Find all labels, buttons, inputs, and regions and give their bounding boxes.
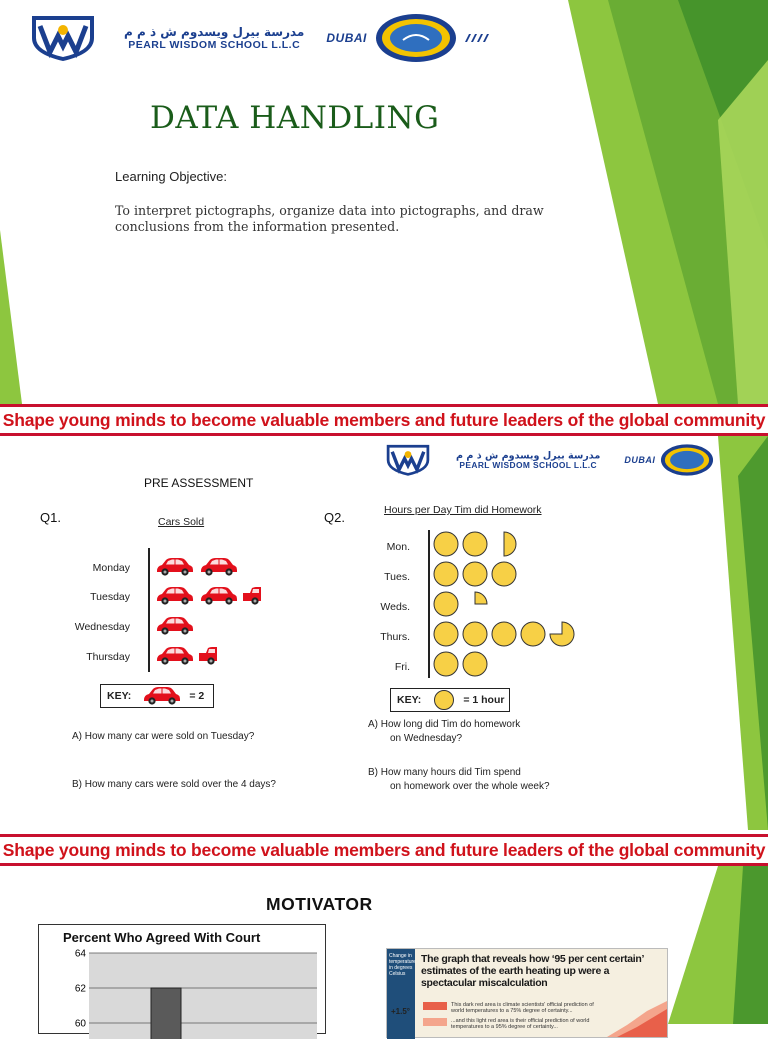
q2-coin-icons (432, 530, 592, 682)
car-icon (157, 647, 193, 665)
q2-pictograph (368, 500, 594, 712)
q1-axis (148, 548, 150, 672)
q1-row-icons (154, 556, 244, 578)
q2-row-label: Thurs. (380, 631, 410, 643)
slide-pre-assessment (0, 436, 768, 830)
q2-question-a-line1: A) How long did Tim do homework (368, 719, 521, 730)
car-icon (157, 617, 193, 635)
q1-question-a: A) How many car were sold on Tuesday? (72, 731, 255, 742)
q1-row-label: Wednesday (74, 621, 130, 633)
coin-icon (434, 652, 458, 676)
car-icon (201, 558, 237, 576)
half-car-icon (199, 647, 217, 665)
coin-icon (492, 622, 516, 646)
car-icon (157, 558, 193, 576)
q2-row-label: Tues. (384, 571, 410, 583)
school-name-arabic: مدرسة بيرل ويسدوم ش ذ م م (456, 449, 601, 461)
school-header (384, 442, 715, 478)
motto-banner (0, 834, 768, 866)
school-name-english: PEARL WISDOM SCHOOL L.L.C (128, 39, 301, 51)
q1-row-icons (154, 585, 266, 607)
green-decoration (568, 436, 768, 830)
q1-key-label: KEY: (107, 690, 132, 702)
news-value-label: +1.5° (391, 1007, 410, 1016)
news-side-label: Change in temperature in degrees Celsius (389, 953, 416, 977)
q2-row-label: Fri. (394, 661, 410, 673)
stripe-mark-icon (463, 34, 503, 42)
coin-icon (463, 652, 487, 676)
partial-coin-icon (504, 532, 516, 556)
partial-coin-icon (550, 622, 574, 646)
q2-row-label: Weds. (380, 601, 410, 613)
y-tick-label: 60 (74, 1018, 86, 1030)
y-tick-label: 64 (74, 948, 86, 960)
partial-coin-icon (475, 592, 487, 604)
school-name-block (456, 450, 600, 471)
motto-banner (0, 404, 768, 436)
school-name-arabic: مدرسة بيرل ويسدوم ش ذ م م (124, 25, 305, 39)
school-name-block (124, 25, 304, 51)
court-chart-plot (74, 948, 319, 1033)
coin-icon (521, 622, 545, 646)
motto-text: Shape young minds to become valuable members and future leaders of the global community (2, 410, 766, 430)
green-decoration (568, 0, 768, 404)
q2-key-value: = 1 hour (463, 694, 505, 706)
q1-question-b: B) How many cars were sold over the 4 days? (72, 779, 276, 790)
emblem-badge (659, 442, 715, 478)
q1-pictograph (70, 508, 290, 708)
news-note-1: This dark red area is climate scientists' official prediction of world temperatures to a 75% degree of certainty... (451, 1002, 594, 1014)
court-bar-chart (38, 924, 326, 1034)
news-note-2: ...and this light red area is their official prediction of world temperatures to a 95% degree of certainty... (451, 1018, 590, 1030)
car-icon (201, 587, 237, 605)
q1-row-label: Monday (92, 562, 130, 574)
emblem-badge (373, 12, 459, 64)
coin-icon (433, 689, 455, 711)
q2-axis (428, 530, 430, 678)
coin-icon (463, 562, 487, 586)
school-shield-logo (384, 442, 432, 478)
coin-icon (434, 592, 458, 616)
q1-row-label: Tuesday (90, 591, 130, 603)
dark-red-swatch (423, 1002, 447, 1010)
plot-background (89, 953, 317, 1039)
school-name-english: PEARL WISDOM SCHOOL L.L.C (459, 460, 597, 471)
slide-data-handling (0, 0, 768, 404)
learning-objective-text: To interpret pictographs, organize data into pictographs, and draw conclusions from the information presented. (115, 203, 544, 234)
school-shield-logo (28, 14, 98, 62)
coin-icon (463, 532, 487, 556)
car-icon (157, 587, 193, 605)
q1-key (100, 684, 214, 708)
car-icon (141, 686, 181, 706)
q1-row-icons (154, 615, 200, 637)
school-header (28, 12, 503, 64)
q2-row-label: Mon. (386, 541, 410, 553)
dubai-logo: DUBAI (326, 31, 367, 45)
q1-row-label: Thursday (86, 651, 130, 663)
light-red-swatch (423, 1018, 447, 1026)
green-left-accent (0, 230, 30, 404)
slide-title: DATA HANDLING (150, 100, 440, 136)
motivator-heading: MOTIVATOR (266, 894, 373, 914)
coin-icon (434, 532, 458, 556)
news-headline: The graph that reveals how ‘95 per cent certain’ estimates of the earth heating up were a spectacular miscalculation (421, 953, 644, 989)
pre-assessment-heading: PRE ASSESSMENT (144, 476, 254, 490)
slide-motivator (0, 866, 768, 1030)
coin-icon (434, 562, 458, 586)
climate-news-graphic (386, 948, 668, 1038)
q2-label: Q2. (324, 510, 345, 525)
q2-chart-title: Hours per Day Tim did Homework (384, 504, 542, 516)
coin-icon (463, 622, 487, 646)
motto-text: Shape young minds to become valuable members and future leaders of the global community (2, 840, 766, 860)
dubai-logo: DUBAI (624, 455, 656, 465)
half-car-icon (243, 587, 261, 605)
q1-chart-title: Cars Sold (158, 516, 205, 528)
q2-key-label: KEY: (397, 694, 422, 706)
q2-question-a-line2: on Wednesday? (390, 733, 463, 744)
q1-label: Q1. (40, 510, 61, 525)
q1-key-value: = 2 (189, 690, 205, 702)
bar (151, 988, 181, 1039)
news-chart-area (607, 997, 667, 1037)
learning-objective-label: Learning Objective: (115, 169, 228, 184)
news-side-panel (387, 949, 415, 1039)
q2-question-b-line1: B) How many hours did Tim spend (368, 767, 521, 778)
q2-question-b-line2: on homework over the whole week? (390, 781, 550, 792)
q1-row-icons (154, 645, 224, 667)
y-tick-label: 62 (74, 983, 86, 995)
coin-icon (434, 622, 458, 646)
court-chart-title: Percent Who Agreed With Court (63, 930, 261, 945)
coin-icon (492, 562, 516, 586)
q2-key (390, 688, 510, 712)
